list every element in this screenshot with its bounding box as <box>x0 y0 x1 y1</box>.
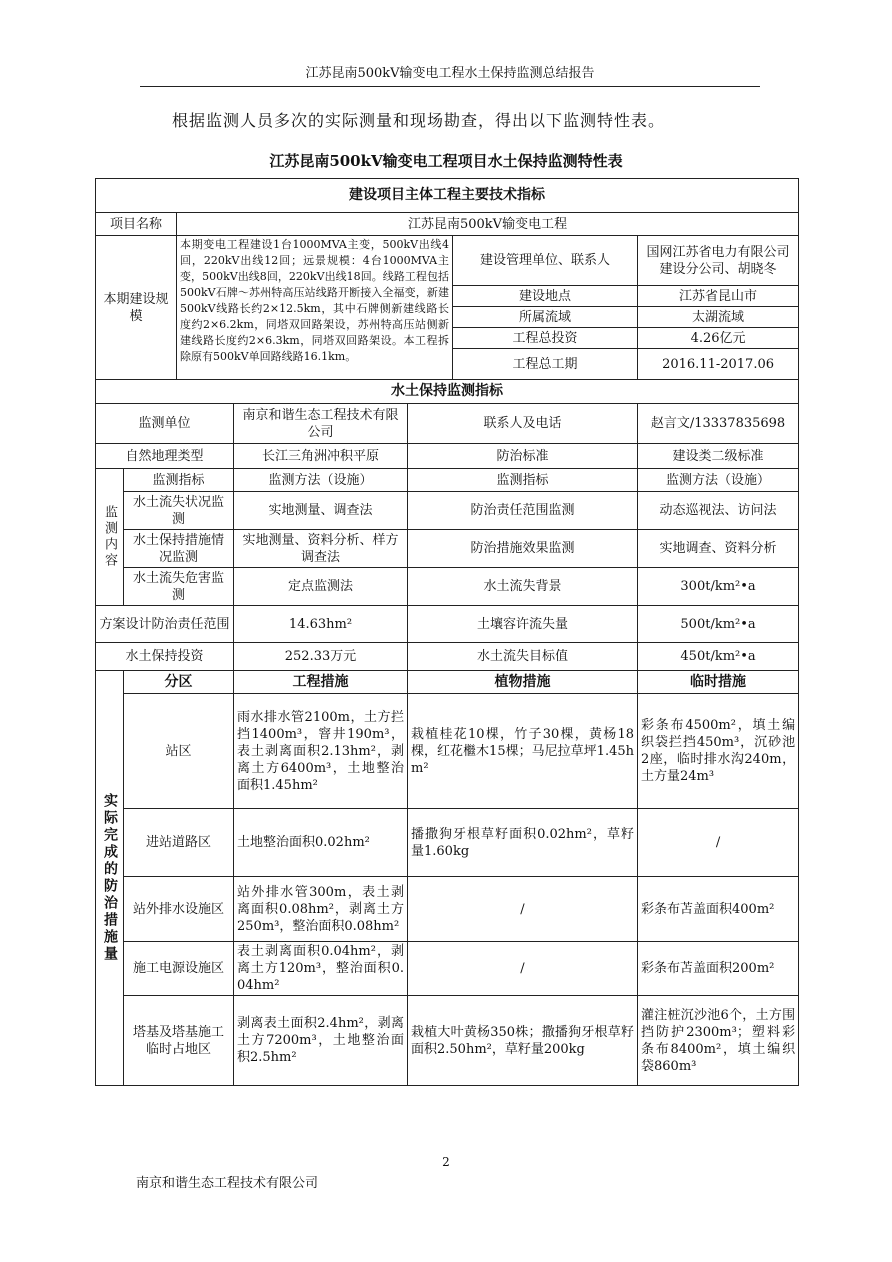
access-road-temporary: / <box>638 809 799 877</box>
section-main-indicators-title: 建设项目主体工程主要技术指标 <box>96 179 799 213</box>
tower-base-plant: 栽植大叶黄杨350株；撒播狗牙根草籽面积2.50hm²，草籽量200kg <box>408 996 638 1086</box>
measures-header-engineering: 工程措施 <box>234 671 408 694</box>
construction-scale-text: 本期变电工程建设1台1000MVA主变，500kV出线4回，220kV出线12回；远景规模：4台1000MVA主变，500kV出线8回，220kV出线18回。线路工程包括500kV石牌～苏州特高压站线路开断接入全福变，新建500kV线路长约2×12.5km，其中石牌侧新建线路长度约2×6.2km，同塔双回路架设，苏州特高压站侧新建线路长度约2×6.3km，同塔双回路架设。本工程拆除原有500kV单回路线路16.1km。 <box>177 236 453 380</box>
content-row-2-col-2: 防治措施效果监测 <box>408 530 638 568</box>
monitoring-characteristics-table <box>95 178 798 1086</box>
info-value-2: 太湖流域 <box>638 307 799 328</box>
zone-access-road: 进站道路区 <box>124 809 234 877</box>
target-value-label: 水土流失目标值 <box>408 643 638 671</box>
access-road-engineering: 土地整治面积0.02hm² <box>234 809 408 877</box>
monitoring-content-text: 监测内容 <box>102 505 117 569</box>
content-row-0-col-2: 监测指标 <box>408 469 638 492</box>
power-supply-temporary: 彩条布苫盖面积200m² <box>638 942 799 996</box>
project-name-value: 江苏昆南500kV输变电工程 <box>177 213 799 236</box>
content-row-2-col-3: 实地调查、资料分析 <box>638 530 799 568</box>
access-road-plant: 播撒狗牙根草籽面积0.02hm²，草籽量1.60kg <box>408 809 638 877</box>
design-scope-label: 方案设计防治责任范围 <box>96 606 234 643</box>
station-temporary: 彩条布4500m²，填土编织袋拦挡450m³，沉砂池2座，临时排水沟240m，土方量24m³ <box>638 694 799 809</box>
info-value-0: 国网江苏省电力有限公司建设分公司、胡晓冬 <box>638 236 799 286</box>
soil-investment-value: 252.33万元 <box>234 643 408 671</box>
intro-text: 根据监测人员多次的实际测量和现场勘查，得出以下监测特性表。 <box>172 111 666 130</box>
page-number: 2 <box>442 1155 450 1169</box>
info-value-3: 4.26亿元 <box>638 328 799 349</box>
zone-power-supply: 施工电源设施区 <box>124 942 234 996</box>
content-row-1-col-3: 动态巡视法、访问法 <box>638 492 799 530</box>
target-value-value: 450t/km²•a <box>638 643 799 671</box>
content-row-1-col-1: 实地测量、调查法 <box>234 492 408 530</box>
design-scope-value: 14.63hm² <box>234 606 408 643</box>
drainage-plant: / <box>408 877 638 942</box>
info-label-1: 建设地点 <box>453 286 638 307</box>
monitoring-unit-value: 南京和谐生态工程技术有限公司 <box>234 404 408 444</box>
zone-drainage: 站外排水设施区 <box>124 877 234 942</box>
control-standard-value: 建设类二级标准 <box>638 444 799 469</box>
info-label-3: 工程总投资 <box>453 328 638 349</box>
content-row-1-col-0: 水土流失状况监测 <box>124 492 234 530</box>
content-row-2-col-0: 水土保持措施情况监测 <box>124 530 234 568</box>
station-engineering: 雨水排水管2100m，土方拦挡1400m³，窨井190m³，表土剥离面积2.13hm²，剥离土方6400m³，土地整治面积1.45hm² <box>234 694 408 809</box>
project-name-label: 项目名称 <box>96 213 177 236</box>
monitoring-content-label <box>96 469 124 606</box>
content-row-3-col-1: 定点监测法 <box>234 568 408 606</box>
contact-value: 赵言文/13337835698 <box>638 404 799 444</box>
footer-company: 南京和谐生态工程技术有限公司 <box>136 1176 319 1191</box>
content-row-1-col-2: 防治责任范围监测 <box>408 492 638 530</box>
geo-type-value: 长江三角洲冲积平原 <box>234 444 408 469</box>
content-row-3-col-3: 300t/km²•a <box>638 568 799 606</box>
measures-header-temporary: 临时措施 <box>638 671 799 694</box>
info-label-4: 工程总工期 <box>453 349 638 380</box>
tower-base-engineering: 剥离表土面积2.4hm²，剥离土方7200m³，土地整治面积2.5hm² <box>234 996 408 1086</box>
zone-station: 站区 <box>124 694 234 809</box>
completed-measures-label <box>96 671 124 1086</box>
allowable-loss-value: 500t/km²•a <box>638 606 799 643</box>
power-supply-engineering: 表土剥离面积0.04hm²，剥离土方120m³，整治面积0.04hm² <box>234 942 408 996</box>
content-row-0-col-1: 监测方法（设施） <box>234 469 408 492</box>
table-title: 江苏昆南500kV输变电工程项目水土保持监测特性表 <box>269 152 623 170</box>
monitoring-unit-label: 监测单位 <box>96 404 234 444</box>
control-standard-label: 防治标准 <box>408 444 638 469</box>
measures-header-zone: 分区 <box>124 671 234 694</box>
power-supply-plant: / <box>408 942 638 996</box>
tower-base-temporary: 灌注桩沉沙池6个，土方围挡防护2300m³；塑料彩条布8400m²，填土编织袋860m³ <box>638 996 799 1086</box>
construction-scale-label: 本期建设规模 <box>96 236 177 380</box>
page-header: 江苏昆南500kV输变电工程水土保持监测总结报告 <box>140 62 760 87</box>
content-row-2-col-1: 实地测量、资料分析、样方调查法 <box>234 530 408 568</box>
info-value-1: 江苏省昆山市 <box>638 286 799 307</box>
content-row-0-col-3: 监测方法（设施） <box>638 469 799 492</box>
section-monitoring-indicators-title: 水土保持监测指标 <box>96 380 799 404</box>
soil-investment-label: 水土保持投资 <box>96 643 234 671</box>
contact-label: 联系人及电话 <box>408 404 638 444</box>
content-row-3-col-2: 水土流失背景 <box>408 568 638 606</box>
allowable-loss-label: 土壤容许流失量 <box>408 606 638 643</box>
drainage-temporary: 彩条布苫盖面积400m² <box>638 877 799 942</box>
info-label-0: 建设管理单位、联系人 <box>453 236 638 286</box>
measures-header-plant: 植物措施 <box>408 671 638 694</box>
content-row-3-col-0: 水土流失危害监测 <box>124 568 234 606</box>
completed-measures-text: 实际完成的防治措施量 <box>102 793 118 963</box>
info-label-2: 所属流域 <box>453 307 638 328</box>
zone-tower-base: 塔基及塔基施工临时占地区 <box>124 996 234 1086</box>
geo-type-label: 自然地理类型 <box>96 444 234 469</box>
info-value-4: 2016.11-2017.06 <box>638 349 799 380</box>
drainage-engineering: 站外排水管300m，表土剥离面积0.08hm²，剥离土方250m³，整治面积0.08hm² <box>234 877 408 942</box>
station-plant: 栽植桂花10棵，竹子30棵，黄杨18棵，红花檵木15棵；马尼拉草坪1.45hm² <box>408 694 638 809</box>
content-row-0-col-0: 监测指标 <box>124 469 234 492</box>
